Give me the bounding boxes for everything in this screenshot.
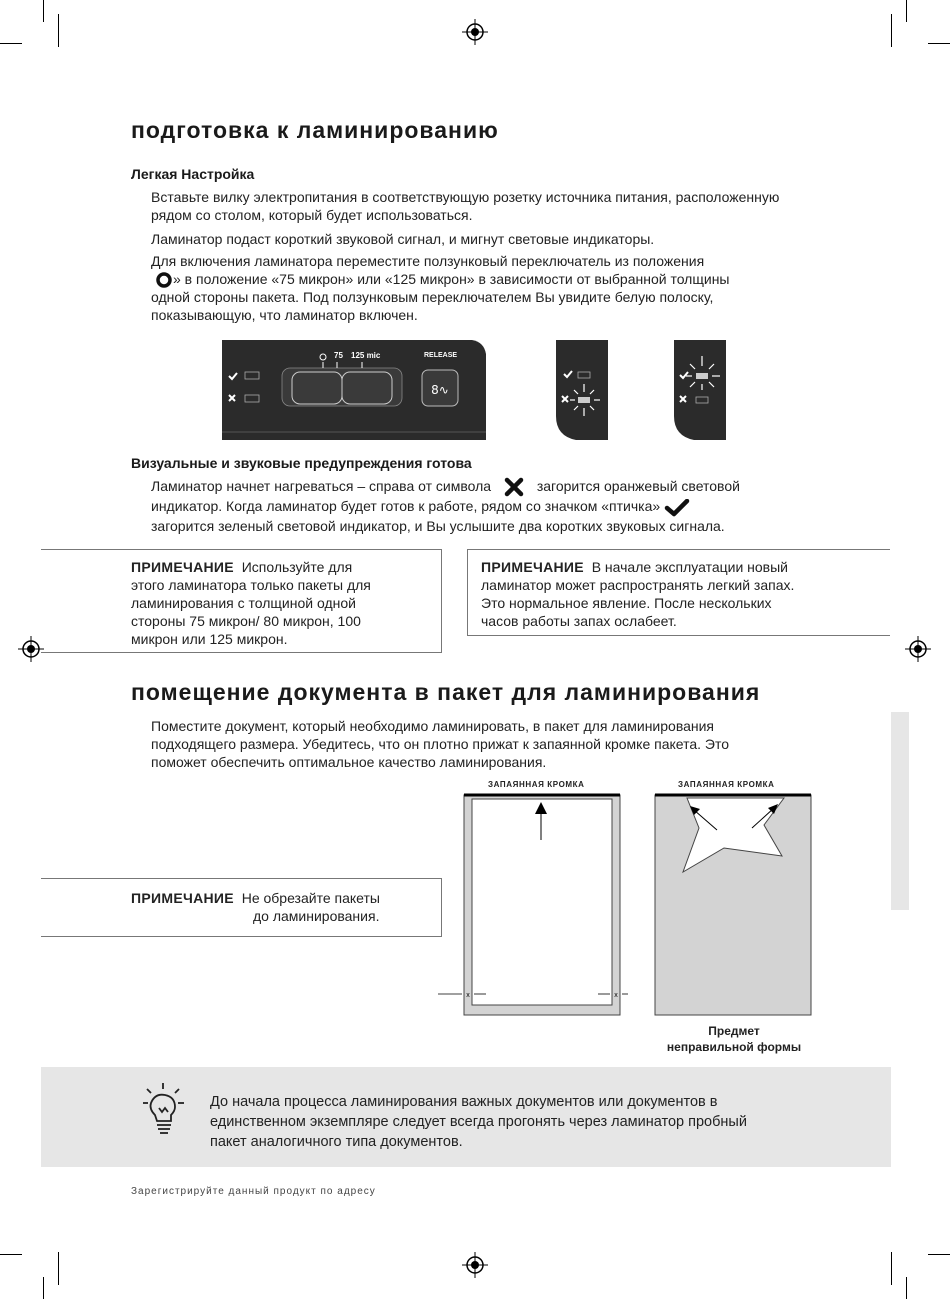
tip-box [41, 1067, 891, 1167]
setup-heading: Легкая Настройка [131, 166, 255, 182]
panel-label-125: 125 mic [351, 351, 381, 360]
registration-mark-icon [905, 636, 931, 662]
note-label: ПРИМЕЧАНИЕ [131, 890, 234, 906]
setup-paragraph-2: Ламинатор подаст короткий звуковой сигнал, и мигнут световые индикаторы. [151, 231, 655, 247]
note-label: ПРИМЕЧАНИЕ [481, 559, 584, 575]
tip-line: пакет аналогичного типа документов. [210, 1134, 463, 1150]
setup-paragraph-3: Для включения ламинатора переместите ползунковый переключатель из положения » в положение «75 микрон» или «125 микрон» в зависимости от выбранной толщины одной стороны пакета. Под ползунковым переключателем Вы увидите белую полоску, показывающую, что ламинатор включен. [151, 253, 730, 324]
note-label: ПРИМЕЧАНИЕ [131, 559, 234, 575]
setup-paragraph-1: Вставьте вилку электропитания в соответствующую розетку источника питания, расположенную рядом со столом, который будет использоваться. [151, 189, 780, 223]
svg-text:x: x [614, 992, 618, 999]
svg-text:x: x [466, 992, 470, 999]
warnings-heading: Визуальные и звуковые предупреждения готова [131, 455, 472, 471]
checkmark-icon [664, 499, 690, 517]
x-mark-icon [499, 477, 529, 497]
registration-mark-icon [462, 19, 488, 45]
tip-line: До начала процесса ламинирования важных документов или документов в [210, 1094, 718, 1110]
footer-text: Зарегистрируйте данный продукт по адресу [131, 1186, 376, 1197]
pouch-diagram [438, 790, 628, 1020]
panel-release-label: RELEASE [424, 352, 458, 359]
off-circle-icon [151, 272, 173, 288]
registration-mark-icon [462, 1252, 488, 1278]
sealed-edge-label: ЗАПАЯННАЯ КРОМКА [678, 780, 775, 789]
control-panel-illustration [222, 340, 488, 440]
irregular-item-diagram [654, 790, 814, 1020]
side-tab [891, 712, 909, 910]
panel-label-75: 75 [334, 351, 343, 360]
tip-line: единственном экземпляре следует всегда прогонять через ламинатор пробный [210, 1114, 747, 1130]
note-box-3: ПРИМЕЧАНИЕ Не обрезайте пакеты до ламинирования. [41, 878, 442, 937]
page-title: подготовка к ламинированию [131, 117, 499, 143]
lightbulb-icon [139, 1081, 187, 1141]
heating-indicator-illustration [556, 340, 608, 440]
ready-indicator-illustration [674, 340, 726, 440]
note-box-2: ПРИМЕЧАНИЕ В начале эксплуатации новый ламинатор может распространять легкий запах. Это нормальное явление. После нескольких часов работы запах ослабеет. [467, 549, 890, 636]
irregular-item-caption: Предмет неправильной формы [666, 1024, 802, 1054]
section-title: помещение документа в пакет для ламинирования [131, 679, 761, 705]
note-box-1: ПРИМЕЧАНИЕ Используйте для этого ламинатора только пакеты для ламинирования с толщиной одной стороны 75 микрон/ 80 микрон, 100 микрон или 125 микрон. [41, 549, 442, 653]
sealed-edge-label: ЗАПАЯННАЯ КРОМКА [488, 780, 585, 789]
svg-text:8∿: 8∿ [431, 383, 449, 397]
pouch-paragraph: Поместите документ, который необходимо ламинировать, в пакет для ламинирования подходящего размера. Убедитесь, что он плотно прижат к запаянной кромке пакета. Это поможет обеспечить оптимальное качество ламинирования. [151, 718, 730, 770]
warnings-paragraph: Ламинатор начнет нагреваться – справа от символа загорится оранжевый световой индикатор. Когда ламинатор будет готов к работе, рядом со значком «птичка» загорится зеленый световой индикатор, и Вы услышите два коротких звуковых сигнала. [151, 478, 740, 534]
